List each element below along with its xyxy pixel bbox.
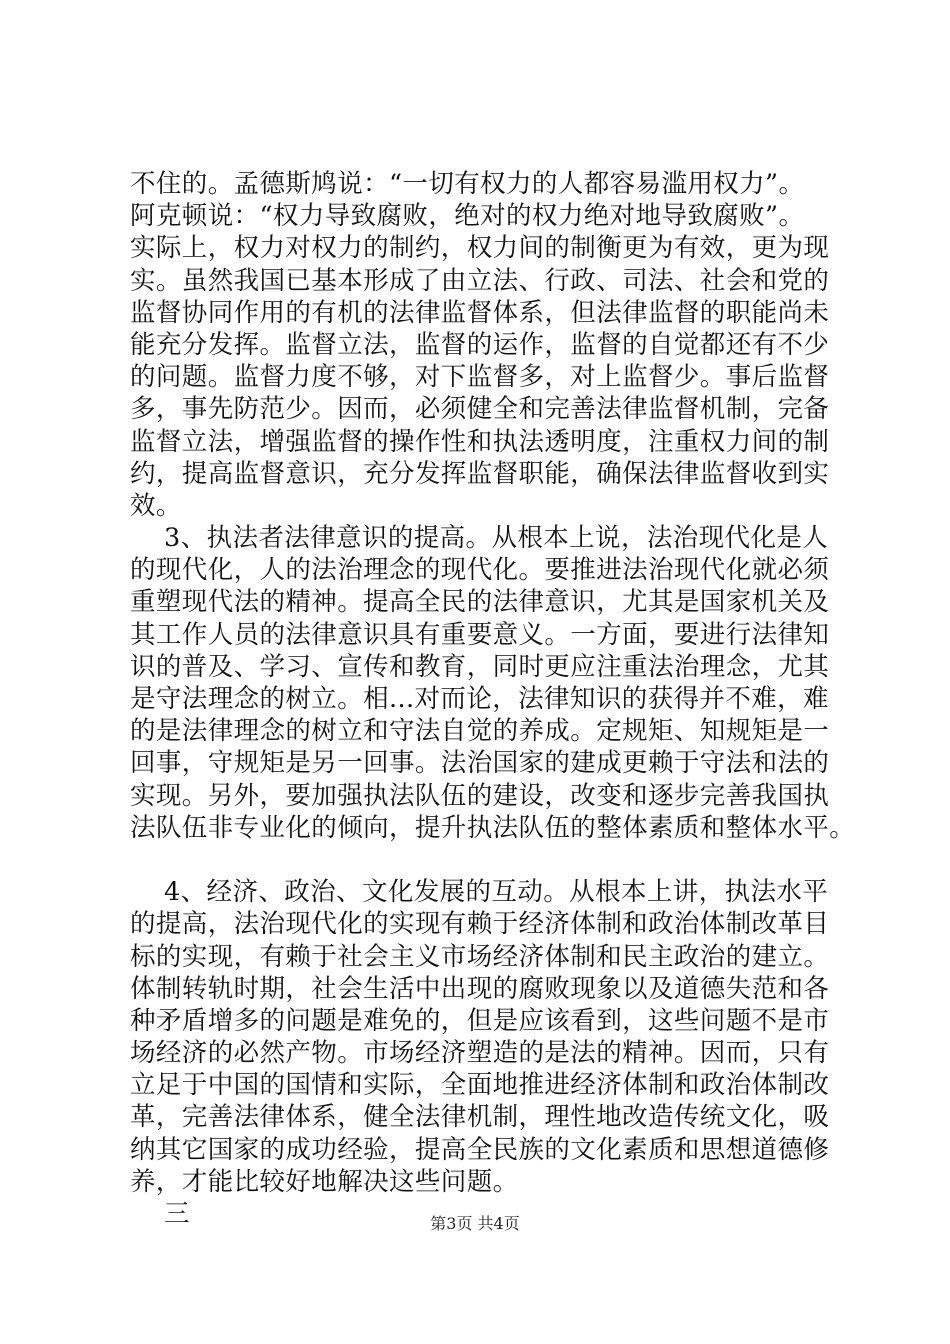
text-line: 约，提高监督意识，充分发挥监督职能，确保法律监督收到实 <box>130 458 830 489</box>
text-line: 养，才能比较好地解决这些问题。 <box>130 1166 519 1197</box>
text-line: 不住的。孟德斯鸠说：“一切有权力的人都容易滥用权力”。 <box>130 169 805 199</box>
text-line: 革，完善法律体系，健全法律机制，理性地改造传统文化，吸 <box>130 1102 830 1133</box>
text-line: 种矛盾增多的问题是难免的，但是应该看到，这些问题不是市 <box>130 1005 830 1036</box>
body-text <box>130 168 856 1230</box>
text-line: 多，事先防范少。因而，必须健全和完善法律监督机制，完备 <box>130 394 830 425</box>
text-line: 的现代化，人的法治理念的现代化。要推进法治现代化就必须 <box>130 555 830 586</box>
text-line: 能充分发挥。监督立法，监督的运作，监督的自觉都还有不少 <box>130 329 830 360</box>
text-line: 实际上，权力对权力的制约，权力间的制衡更为有效，更为现 <box>130 233 830 264</box>
text-line: 的是法律理念的树立和守法自觉的养成。定规矩、知规矩是一 <box>130 716 830 747</box>
text-line: 的问题。监督力度不够，对下监督多，对上监督少。事后监督 <box>130 362 830 393</box>
text-line: 监督立法，增强监督的操作性和执法透明度，注重权力间的制 <box>130 426 830 457</box>
text-line: 三 <box>130 1199 190 1229</box>
text-line: 纳其它国家的成功经验，提高全民族的文化素质和思想道德修 <box>130 1134 830 1165</box>
text-line: 场经济的必然产物。市场经济塑造的是法的精神。因而，只有 <box>130 1038 830 1069</box>
text-line: 标的实现，有赖于社会主义市场经济体制和民主政治的建立。 <box>130 941 830 972</box>
text-line: 识的普及、学习、宣传和教育，同时更应注重法治理念，尤其 <box>130 651 830 682</box>
text-line: 回事，守规矩是另一回事。法治国家的建成更赖于守法和法的 <box>130 748 830 779</box>
text-line: 实现。另外，要加强执法队伍的建设，改变和逐步完善我国执 <box>130 780 830 811</box>
text-line: 阿克顿说：“权力导致腐败，绝对的权力绝对地导致腐败”。 <box>130 201 805 232</box>
page-footer: 第3页 共4页 <box>430 1214 520 1233</box>
blank-line <box>130 844 850 876</box>
text-line: 的提高，法治现代化的实现有赖于经济体制和政治体制改革目 <box>130 909 830 940</box>
text-line: 其工作人员的法律意识具有重要意义。一方面，要进行法律知 <box>130 619 830 650</box>
text-line: 是守法理念的树立。相...对而论，法律知识的获得并不难，难 <box>130 684 829 714</box>
text-line: 实。虽然我国已基本形成了由立法、行政、司法、社会和党的 <box>130 265 830 296</box>
text-line: 4、经济、政治、文化发展的互动。从根本上讲，执法水平 <box>130 877 829 908</box>
text-line: 法队伍非专业化的倾向，提升执法队伍的整体素质和整体水平。 <box>130 812 856 843</box>
text-line: 立足于中国的国情和实际，全面地推进经济体制和政治体制改 <box>130 1070 830 1101</box>
text-line: 体制转轨时期，社会生活中出现的腐败现象以及道德失范和各 <box>130 973 830 1004</box>
text-line: 重塑现代法的精神。提高全民的法律意识，尤其是国家机关及 <box>130 587 830 618</box>
text-line: 监督协同作用的有机的法律监督体系，但法律监督的职能尚未 <box>130 297 830 328</box>
text-line: 3、执法者法律意识的提高。从根本上说，法治现代化是人 <box>130 523 829 554</box>
text-line: 效。 <box>130 490 182 521</box>
